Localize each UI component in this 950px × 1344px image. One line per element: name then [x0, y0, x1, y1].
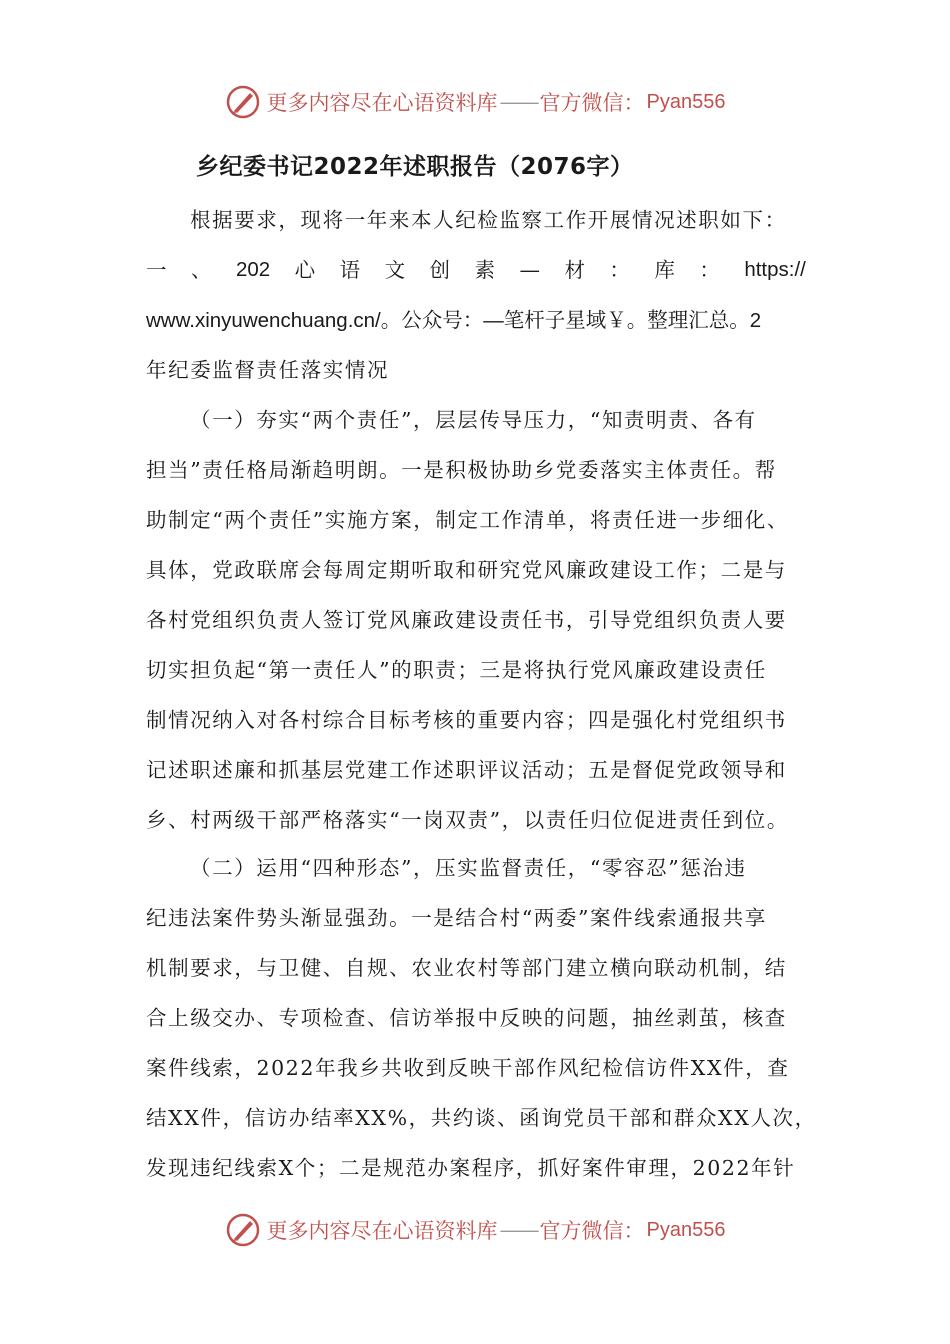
heading1-char: 一 [146, 258, 167, 282]
heading1-char: ： [609, 258, 630, 282]
heading1-char: ： [699, 258, 720, 282]
paragraph-line: 合上级交办、专项检查、信访举报中反映的问题，抽丝剥茧，核查 [146, 1006, 787, 1030]
banner-text: 更多内容尽在心语资料库 [266, 1219, 498, 1243]
paragraph-line: 记述职述廉和抓基层党建工作述职评议活动；五是督促党政领导和 [146, 758, 787, 782]
heading1-char: — [519, 258, 540, 282]
heading1-char: 创 [429, 258, 451, 282]
heading1-char: 素 [474, 258, 495, 282]
heading1-line [146, 245, 806, 295]
paragraph-line: 切实担负起“第一责任人”的职责；三是将执行党风廉政建设责任 [146, 658, 767, 682]
paragraph-line: 结XX件，信访办结率XX%，共约谈、函询党员干部和群众XX人次， [146, 1106, 817, 1130]
paragraph-line: 案件线索，2022年我乡共收到反映干部作风纪检信访件XX件，查 [146, 1056, 790, 1080]
heading1-char: 库 [654, 258, 675, 282]
heading1-char: 文 [384, 258, 406, 282]
watermark-banner-bottom [0, 1208, 950, 1252]
quill-logo-icon [225, 84, 261, 120]
heading1-char: 材 [564, 258, 585, 282]
banner-separator: —— [499, 90, 538, 114]
paragraph-line: 机制要求，与卫健、自规、农业农村等部门建立横向联动机制，结 [146, 956, 787, 980]
paragraph-line: 担当”责任格局渐趋明朗。一是积极协助乡党委落实主体责任。帮 [146, 458, 777, 482]
paragraph-line: 助制定“两个责任”实施方案，制定工作清单，将责任进一步细化、 [146, 508, 789, 532]
heading1-end: 年纪委监督责任落实情况 [146, 358, 390, 382]
banner-text: 更多内容尽在心语资料库 [266, 91, 498, 115]
paragraph-line: 具体，党政联席会每周定期听取和研究党风廉政建设工作；二是与 [146, 558, 787, 582]
paragraph-line: 各村党组织负责人签订党风廉政建设责任书，引导党组织负责人要 [146, 608, 787, 632]
banner-wechat-label: 官方微信： [539, 91, 645, 115]
banner-separator: —— [499, 1218, 538, 1242]
banner-wechat-label: 官方微信： [539, 1219, 645, 1243]
heading1-char: 心 [294, 258, 316, 282]
banner-wechat-id: Pyan556 [646, 90, 726, 113]
document-title: 乡纪委书记2022年述职报告（2076字） [196, 154, 634, 180]
paragraph-line: 制情况纳入对各村综合目标考核的重要内容；四是强化村党组织书 [146, 708, 787, 732]
heading1-char: 、 [190, 258, 212, 282]
paragraph-line: （一）夯实“两个责任”，层层传导压力，“知责明责、各有 [190, 408, 757, 432]
intro-line: 根据要求，现将一年来本人纪检监察工作开展情况述职如下： [190, 208, 787, 232]
paragraph-line: （二）运用“四种形态”，压实监督责任，“零容忍”惩治违 [190, 856, 747, 880]
banner-wechat-id: Pyan556 [646, 1218, 726, 1241]
heading1-continuation: www.xinyuwenchuang.cn/。公众号：—笔杆子星域￥。整理汇总。2 [146, 309, 762, 332]
heading1-char: https:// [744, 258, 806, 281]
paragraph-line: 乡、村两级干部严格落实“一岗双责”，以责任归位促进责任到位。 [146, 808, 789, 832]
heading1-char: 语 [339, 258, 361, 282]
paragraph-line: 纪违法案件势头渐显强劲。一是结合村“两委”案件线索通报共享 [146, 906, 767, 930]
watermark-banner-top [0, 80, 950, 124]
heading1-char: 202 [235, 258, 271, 281]
paragraph-line: 发现违纪线索X个；二是规范办案程序，抓好案件审理，2022年针 [146, 1156, 796, 1180]
quill-logo-icon [225, 1212, 261, 1248]
